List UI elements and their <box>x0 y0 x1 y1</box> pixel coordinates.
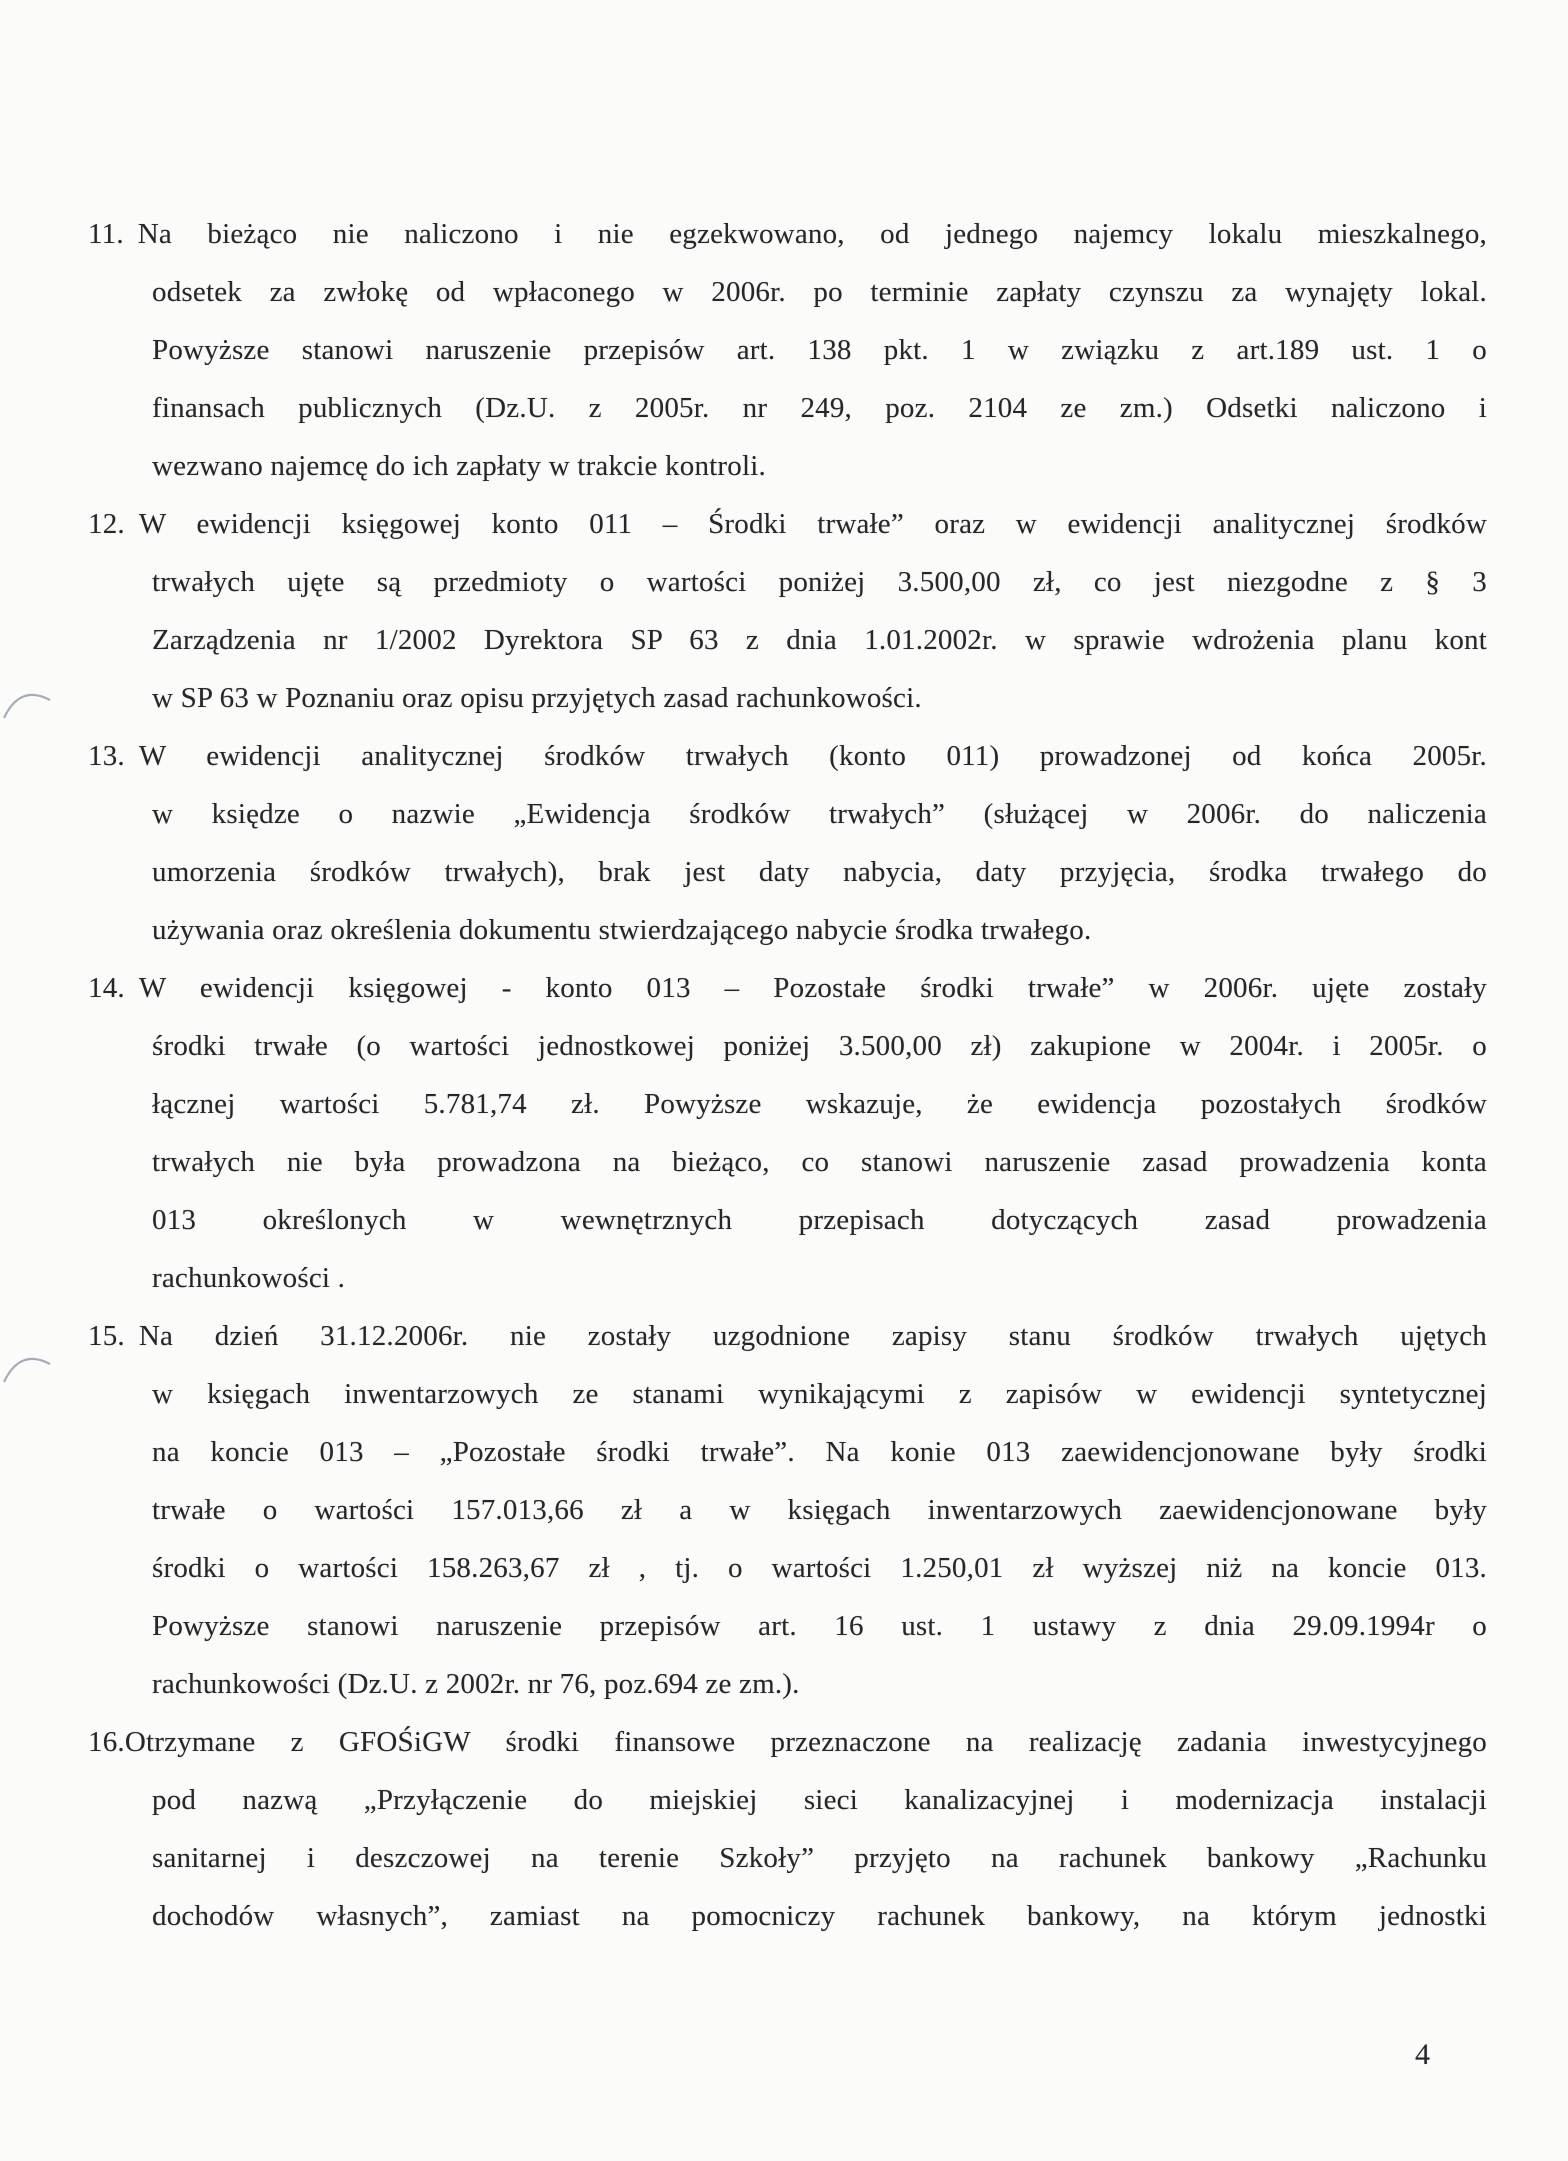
finding-line: trwałe o wartości 157.013,66 zł a w księgach inwentarzowych zaewidencjonowane były <box>152 1494 1487 1526</box>
item-number: 13. <box>88 740 125 772</box>
finding-line: 013 określonych w wewnętrznych przepisach dotyczących zasad prowadzenia <box>152 1204 1487 1236</box>
line-text: Na bieżąco nie naliczono i nie egzekwowano, od jednego najemcy lokalu mieszkalnego, <box>137 218 1487 250</box>
finding-line <box>88 1307 1487 1365</box>
finding-line: Powyższe stanowi naruszenie przepisów art. 16 ust. 1 ustawy z dnia 29.09.1994r o <box>152 1610 1487 1642</box>
scan-mark-arc <box>0 1342 56 1386</box>
line-text: Na dzień 31.12.2006r. nie zostały uzgodnione zapisy stanu środków trwałych ujętych <box>138 1320 1487 1352</box>
finding-line: używania oraz określenia dokumentu stwierdzającego nabycie środka trwałego. <box>152 914 1092 946</box>
finding-line: w księgach inwentarzowych ze stanami wynikającymi z zapisów w ewidencji syntetycznej <box>152 1378 1487 1410</box>
finding-line: rachunkowości . <box>152 1262 346 1294</box>
finding-line: łącznej wartości 5.781,74 zł. Powyższe wskazuje, że ewidencja pozostałych środków <box>152 1088 1487 1120</box>
finding-line: środki o wartości 158.263,67 zł , tj. o wartości 1.250,01 zł wyższej niż na koncie 013. <box>152 1552 1487 1584</box>
line-text: Otrzymane z GFOŚiGW środki finansowe przeznaczone na realizację zadania inwestycyjnego <box>124 1726 1487 1758</box>
finding-line: Zarządzenia nr 1/2002 Dyrektora SP 63 z dnia 1.01.2002r. w sprawie wdrożenia planu kont <box>152 624 1487 656</box>
item-number: 15. <box>88 1320 125 1352</box>
finding-line: sanitarnej i deszczowej na terenie Szkoły” przyjęto na rachunek bankowy „Rachunku <box>152 1842 1487 1874</box>
finding-line <box>88 495 1487 553</box>
finding-item <box>88 1713 1487 1945</box>
finding-line: odsetek za zwłokę od wpłaconego w 2006r. po terminie zapłaty czynszu za wynajęty lokal. <box>152 276 1487 308</box>
finding-line <box>88 1713 1487 1771</box>
line-text: W ewidencji analitycznej środków trwałych (konto 011) prowadzonej od końca 2005r. <box>138 740 1487 772</box>
page-number: 4 <box>1415 2038 1430 2071</box>
finding-line <box>88 727 1487 785</box>
scan-mark-arc <box>0 678 56 722</box>
finding-line: wezwano najemcę do ich zapłaty w trakcie kontroli. <box>152 450 766 482</box>
finding-line <box>88 959 1487 1017</box>
finding-line: trwałych nie była prowadzona na bieżąco, co stanowi naruszenie zasad prowadzenia konta <box>152 1146 1487 1178</box>
item-number: 12. <box>88 508 125 540</box>
finding-line: dochodów własnych”, zamiast na pomocniczy rachunek bankowy, na którym jednostki <box>152 1900 1487 1932</box>
finding-item <box>88 959 1487 1307</box>
finding-line: umorzenia środków trwałych), brak jest daty nabycia, daty przyjęcia, środka trwałego do <box>152 856 1487 888</box>
finding-line: Powyższe stanowi naruszenie przepisów art. 138 pkt. 1 w związku z art.189 ust. 1 o <box>152 334 1487 366</box>
finding-line: finansach publicznych (Dz.U. z 2005r. nr 249, poz. 2104 ze zm.) Odsetki naliczono i <box>152 392 1487 424</box>
finding-line: pod nazwą „Przyłączenie do miejskiej sieci kanalizacyjnej i modernizacja instalacji <box>152 1784 1487 1816</box>
finding-line: środki trwałe (o wartości jednostkowej poniżej 3.500,00 zł) zakupione w 2004r. i 2005r. o <box>152 1030 1487 1062</box>
finding-item <box>88 205 1487 495</box>
finding-item <box>88 495 1487 727</box>
report-items <box>88 205 1487 1945</box>
finding-item <box>88 1307 1487 1713</box>
item-number: 11. <box>88 218 124 250</box>
finding-line: na koncie 013 – „Pozostałe środki trwałe”. Na konie 013 zaewidencjonowane były środki <box>152 1436 1487 1468</box>
finding-line: w SP 63 w Poznaniu oraz opisu przyjętych zasad rachunkowości. <box>152 682 922 714</box>
finding-line: trwałych ujęte są przedmioty o wartości poniżej 3.500,00 zł, co jest niezgodne z § 3 <box>152 566 1487 598</box>
finding-item <box>88 727 1487 959</box>
finding-line <box>88 205 1487 263</box>
line-text: W ewidencji księgowej konto 011 – Środki trwałe” oraz w ewidencji analitycznej środków <box>138 508 1487 540</box>
line-text: W ewidencji księgowej - konto 013 – Pozostałe środki trwałe” w 2006r. ujęte zostały <box>138 972 1487 1004</box>
finding-line: rachunkowości (Dz.U. z 2002r. nr 76, poz.694 ze zm.). <box>152 1668 800 1700</box>
finding-line: w księdze o nazwie „Ewidencja środków trwałych” (służącej w 2006r. do naliczenia <box>152 798 1487 830</box>
item-number: 14. <box>88 972 125 1004</box>
item-number: 16. <box>88 1726 125 1758</box>
